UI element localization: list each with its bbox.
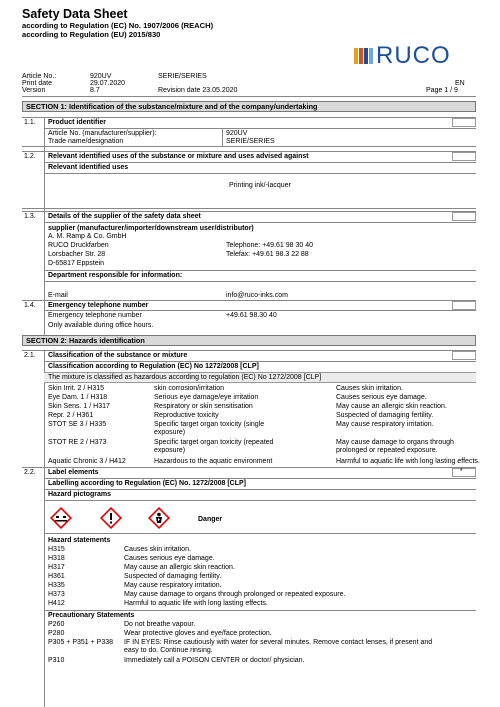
checkbox-1-2 bbox=[452, 152, 476, 161]
hazard-statement-text: Causes skin irritation. bbox=[124, 546, 191, 553]
meta-print-value: 29.07.2020 bbox=[90, 80, 126, 87]
hazard-statement-text: May cause damage to organs through prolonged or repeated exposure. bbox=[124, 591, 346, 598]
article-no-label: Article No. (manufacturer/supplier): bbox=[48, 130, 157, 137]
classification-description: May cause damage to organs through bbox=[336, 439, 454, 446]
hazard-statement-code: H335 bbox=[48, 582, 65, 589]
classification-category: Specific target organ toxicity (repeated bbox=[154, 439, 274, 446]
supplier-heading: Details of the supplier of the safety data sheet bbox=[48, 213, 201, 220]
precautionary-heading: Precautionary Statements bbox=[48, 612, 135, 619]
precautionary-text: Wear protective gloves and eye/face protection. bbox=[124, 630, 272, 637]
num-1-4: 1.4. bbox=[24, 302, 36, 309]
classification-category-cont: exposure) bbox=[154, 447, 186, 454]
num-1-3: 1.3. bbox=[24, 213, 36, 220]
pictograms-heading: Hazard pictograms bbox=[48, 491, 112, 498]
num-2-1: 2.1. bbox=[24, 352, 36, 359]
hazard-statement-code: H318 bbox=[48, 555, 65, 562]
precautionary-code: P310 bbox=[48, 657, 65, 664]
meta-print-label: Print date bbox=[22, 80, 52, 87]
precautionary-text: IF IN EYES: Rinse cautiously with water for several minutes. Remove contact lenses, if present and bbox=[124, 639, 433, 646]
checkbox-1-4 bbox=[452, 301, 476, 310]
classification-heading: Classification of the substance or mixture bbox=[48, 352, 188, 359]
classification-category: Specific target organ toxicity (single bbox=[154, 421, 265, 428]
meta-page: Page 1 / 9 bbox=[426, 87, 458, 94]
supplier-subheading: supplier (manufacturer/importer/downstream user/distributor) bbox=[48, 225, 254, 232]
signal-word: Danger bbox=[198, 516, 223, 523]
meta-lang: EN bbox=[455, 80, 465, 87]
num-2-2: 2.2. bbox=[24, 469, 36, 476]
hazard-statement-text: May cause an allergic skin reaction. bbox=[124, 564, 235, 571]
precautionary-code: P280 bbox=[48, 630, 65, 637]
precautionary-code: P305 + P351 + P338 bbox=[48, 639, 113, 646]
checkbox-2-1 bbox=[452, 351, 476, 360]
precautionary-text-cont: easy to do. Continue rinsing. bbox=[124, 647, 213, 654]
classification-code: Aquatic Chronic 3 / H412 bbox=[48, 458, 126, 465]
meta-article-label: Article No.: bbox=[22, 73, 57, 80]
classification-description: Suspected of damaging fertility. bbox=[336, 412, 434, 419]
hazard-statements-heading: Hazard statements bbox=[48, 537, 111, 544]
hazard-statement-text: May cause respiratory irritation. bbox=[124, 582, 222, 589]
classification-category: Serious eye damage/eye irritation bbox=[154, 394, 259, 401]
classification-category: Reproductive toxicity bbox=[154, 412, 219, 419]
meta-revision: Revision date 23.05.2020 bbox=[158, 87, 238, 94]
classification-description: Harmful to aquatic life with long lasting effects. bbox=[336, 458, 480, 465]
classification-category: Respiratory or skin sensitisation bbox=[154, 403, 253, 410]
emergency-heading: Emergency telephone number bbox=[48, 302, 149, 309]
address-line-2: RUCO Druckfarben bbox=[48, 242, 109, 249]
emergency-label: Emergency telephone number bbox=[48, 312, 142, 319]
address-line-4: D-65817 Eppstein bbox=[48, 260, 105, 267]
meta-version-label: Version bbox=[22, 87, 46, 94]
classification-category-cont: exposure) bbox=[154, 429, 186, 436]
document-title: Safety Data Sheet bbox=[22, 7, 128, 21]
classification-code: STOT SE 3 / H335 bbox=[48, 421, 107, 428]
section-1-heading: SECTION 1: Identification of the substance/mixture and of the company/undertaking bbox=[22, 101, 476, 112]
star-marker: * bbox=[460, 468, 463, 475]
telephone: Telephone: +49.61 98 30 40 bbox=[226, 242, 313, 249]
classification-category: skin corrosion/irritation bbox=[154, 385, 225, 392]
uses-heading: Relevant identified uses of the substance or mixture and uses advised against bbox=[48, 153, 309, 160]
trade-name-label: Trade name/designation bbox=[48, 138, 124, 145]
article-no-value: 920UV bbox=[226, 130, 248, 137]
checkbox-2-2 bbox=[452, 468, 476, 477]
hazard-statement-text: Suspected of damaging fertility. bbox=[124, 573, 222, 580]
hazard-statement-code: H317 bbox=[48, 564, 65, 571]
label-elements-heading: Label elements bbox=[48, 469, 99, 476]
classification-code: STOT RE 2 / H373 bbox=[48, 439, 107, 446]
classification-category: Hazardous to the aquatic environment bbox=[154, 458, 273, 465]
labelling-subheading: Labelling according to Regulation (EC) No. 1272/2008 [CLP] bbox=[48, 480, 246, 487]
trade-name-value: SERIE/SERIES bbox=[226, 138, 275, 145]
address-line-3: Lorsbacher Str. 28 bbox=[48, 251, 106, 258]
classification-code: Repr. 2 / H361 bbox=[48, 412, 94, 419]
emergency-value: +49.61 98.30 40 bbox=[226, 312, 277, 319]
classification-description: May cause an allergic skin reaction. bbox=[336, 403, 447, 410]
product-identifier-heading: Product identifier bbox=[48, 119, 106, 126]
ruco-logo: RUCO bbox=[354, 44, 474, 68]
checkbox-1-3 bbox=[452, 212, 476, 221]
health-hazard-pictogram-icon bbox=[148, 507, 170, 529]
hazard-statement-code: H412 bbox=[48, 600, 65, 607]
classification-subheading: Classification according to Regulation (EC) No 1272/2008 [CLP] bbox=[48, 363, 259, 370]
uses-value: Printing ink/-lacquer bbox=[229, 182, 291, 189]
section-2-heading: SECTION 2: Hazards identification bbox=[22, 335, 476, 346]
uses-subheading: Relevant identified uses bbox=[48, 164, 129, 171]
precautionary-text: Immediately call a POISON CENTER or doctor/ physician. bbox=[124, 657, 305, 664]
classification-note: The mixture is classified as hazardous according to regulation (EC) No 1272/2008 [CLP] bbox=[48, 374, 322, 381]
classification-code: Skin Sens. 1 / H317 bbox=[48, 403, 110, 410]
precautionary-text: Do not breathe vapour. bbox=[124, 621, 196, 628]
meta-article-name: SERIE/SERIES bbox=[158, 73, 207, 80]
classification-code: Eye Dam. 1 / H318 bbox=[48, 394, 108, 401]
emergency-hours: Only available during office hours. bbox=[48, 322, 154, 329]
hazard-statement-code: H315 bbox=[48, 546, 65, 553]
hazard-statement-code: H373 bbox=[48, 591, 65, 598]
corrosion-pictogram-icon bbox=[50, 507, 72, 529]
classification-description: Causes skin irritation. bbox=[336, 385, 403, 392]
meta-article-value: 920UV bbox=[90, 73, 112, 80]
department-heading: Department responsible for information: bbox=[48, 272, 183, 279]
hazard-statement-code: H361 bbox=[48, 573, 65, 580]
address-line-1: A. M. Ramp & Co. GmbH bbox=[48, 233, 127, 240]
classification-description-cont: prolonged or repeated exposure. bbox=[336, 447, 438, 454]
regulation-eu: according to Regulation (EU) 2015/830 bbox=[22, 30, 161, 39]
precautionary-code: P260 bbox=[48, 621, 65, 628]
hazard-statement-text: Harmful to aquatic life with long lasting effects. bbox=[124, 600, 268, 607]
num-1-1: 1.1. bbox=[24, 119, 36, 126]
hazard-statement-text: Causes serious eye damage. bbox=[124, 555, 215, 562]
num-1-2: 1.2. bbox=[24, 153, 36, 160]
checkbox-1-1 bbox=[452, 118, 476, 127]
regulation-reach: according to Regulation (EC) No. 1907/2006 (REACH) bbox=[22, 21, 214, 30]
telefax: Telefax: +49.61 98.3 22 88 bbox=[226, 251, 309, 258]
classification-description: May cause respiratory irritation. bbox=[336, 421, 434, 428]
email-value: info@ruco-inks.com bbox=[226, 292, 288, 299]
email-label: E-mail bbox=[48, 292, 68, 299]
classification-description: Causes serious eye damage. bbox=[336, 394, 427, 401]
meta-version-value: 8.7 bbox=[90, 87, 100, 94]
exclamation-pictogram-icon bbox=[100, 507, 122, 529]
classification-code: Skin Irrit. 2 / H315 bbox=[48, 385, 105, 392]
